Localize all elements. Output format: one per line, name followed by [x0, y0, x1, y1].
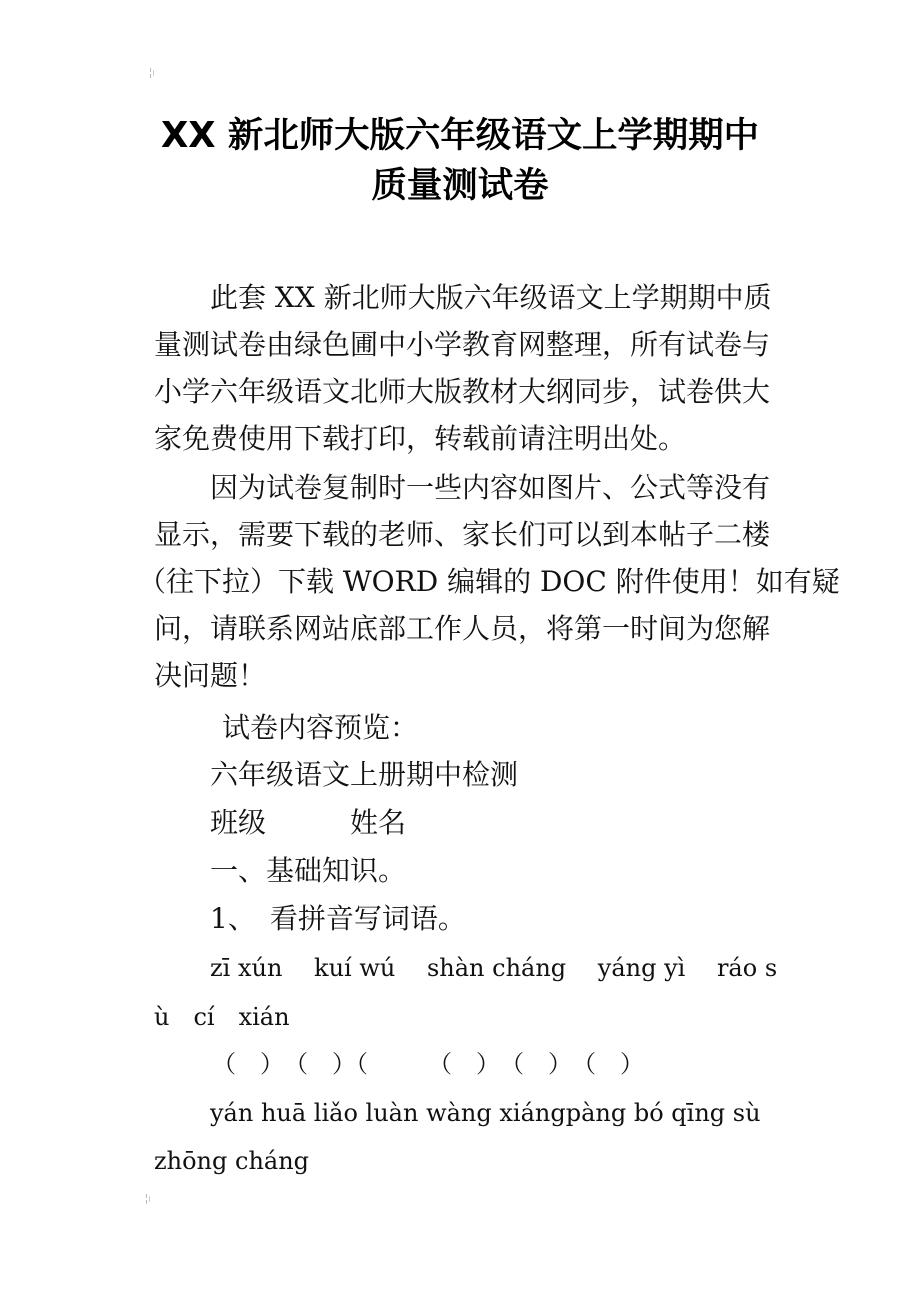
notice-paragraph-line-3: （往下拉）下载 WORD 编辑的 DOC 附件使用！如有疑 [138, 565, 840, 598]
exam-title: 六年级语文上册期中检测 [210, 758, 519, 791]
document-title-line-2: 质量测试卷 [371, 165, 549, 206]
class-name-line: 班级 姓名 [210, 806, 407, 839]
question-heading: 1、 看拼音写词语。 [210, 902, 466, 935]
answer-brackets-row: （ ） （ ）（ （ ） （ ） （ ） [212, 1050, 644, 1078]
notice-paragraph-line-5: 决问题！ [154, 659, 267, 692]
preview-label: 试卷内容预览： [222, 711, 419, 744]
intro-paragraph-line-1: 此套 XX 新北师大版六年级语文上学期期中质 [210, 281, 772, 314]
pinyin-row-2-continued: zhōng cháng [154, 1147, 310, 1175]
document-title-line-1: XX 新北师大版六年级语文上学期期中 [160, 115, 760, 156]
intro-paragraph-line-4: 家免费使用下载打印，转载前请注明出处。 [154, 422, 687, 455]
pinyin-row-2: yán huā liǎo luàn wàng xiángpàng bó qīng sù [210, 1099, 761, 1127]
section-heading: 一、基础知识。 [210, 854, 407, 887]
intro-paragraph-line-3: 小学六年级语文北师大版教材大纲同步，试卷供大 [154, 375, 771, 408]
crop-mark-top [150, 68, 158, 78]
notice-paragraph-line-2: 显示，需要下载的老师、家长们可以到本帖子二楼 [154, 518, 771, 551]
crop-mark-bottom [146, 1194, 154, 1204]
notice-paragraph-line-4: 问，请联系网站底部工作人员，将第一时间为您解 [154, 612, 771, 645]
intro-paragraph-line-2: 量测试卷由绿色圃中小学教育网整理，所有试卷与 [154, 328, 771, 361]
pinyin-row-1: zī xún kuí wú shàn cháng yáng yì ráo s [210, 954, 778, 982]
pinyin-row-1-continued: ù cí xián [154, 1003, 290, 1031]
notice-paragraph-line-1: 因为试卷复制时一些内容如图片、公式等没有 [210, 471, 771, 504]
